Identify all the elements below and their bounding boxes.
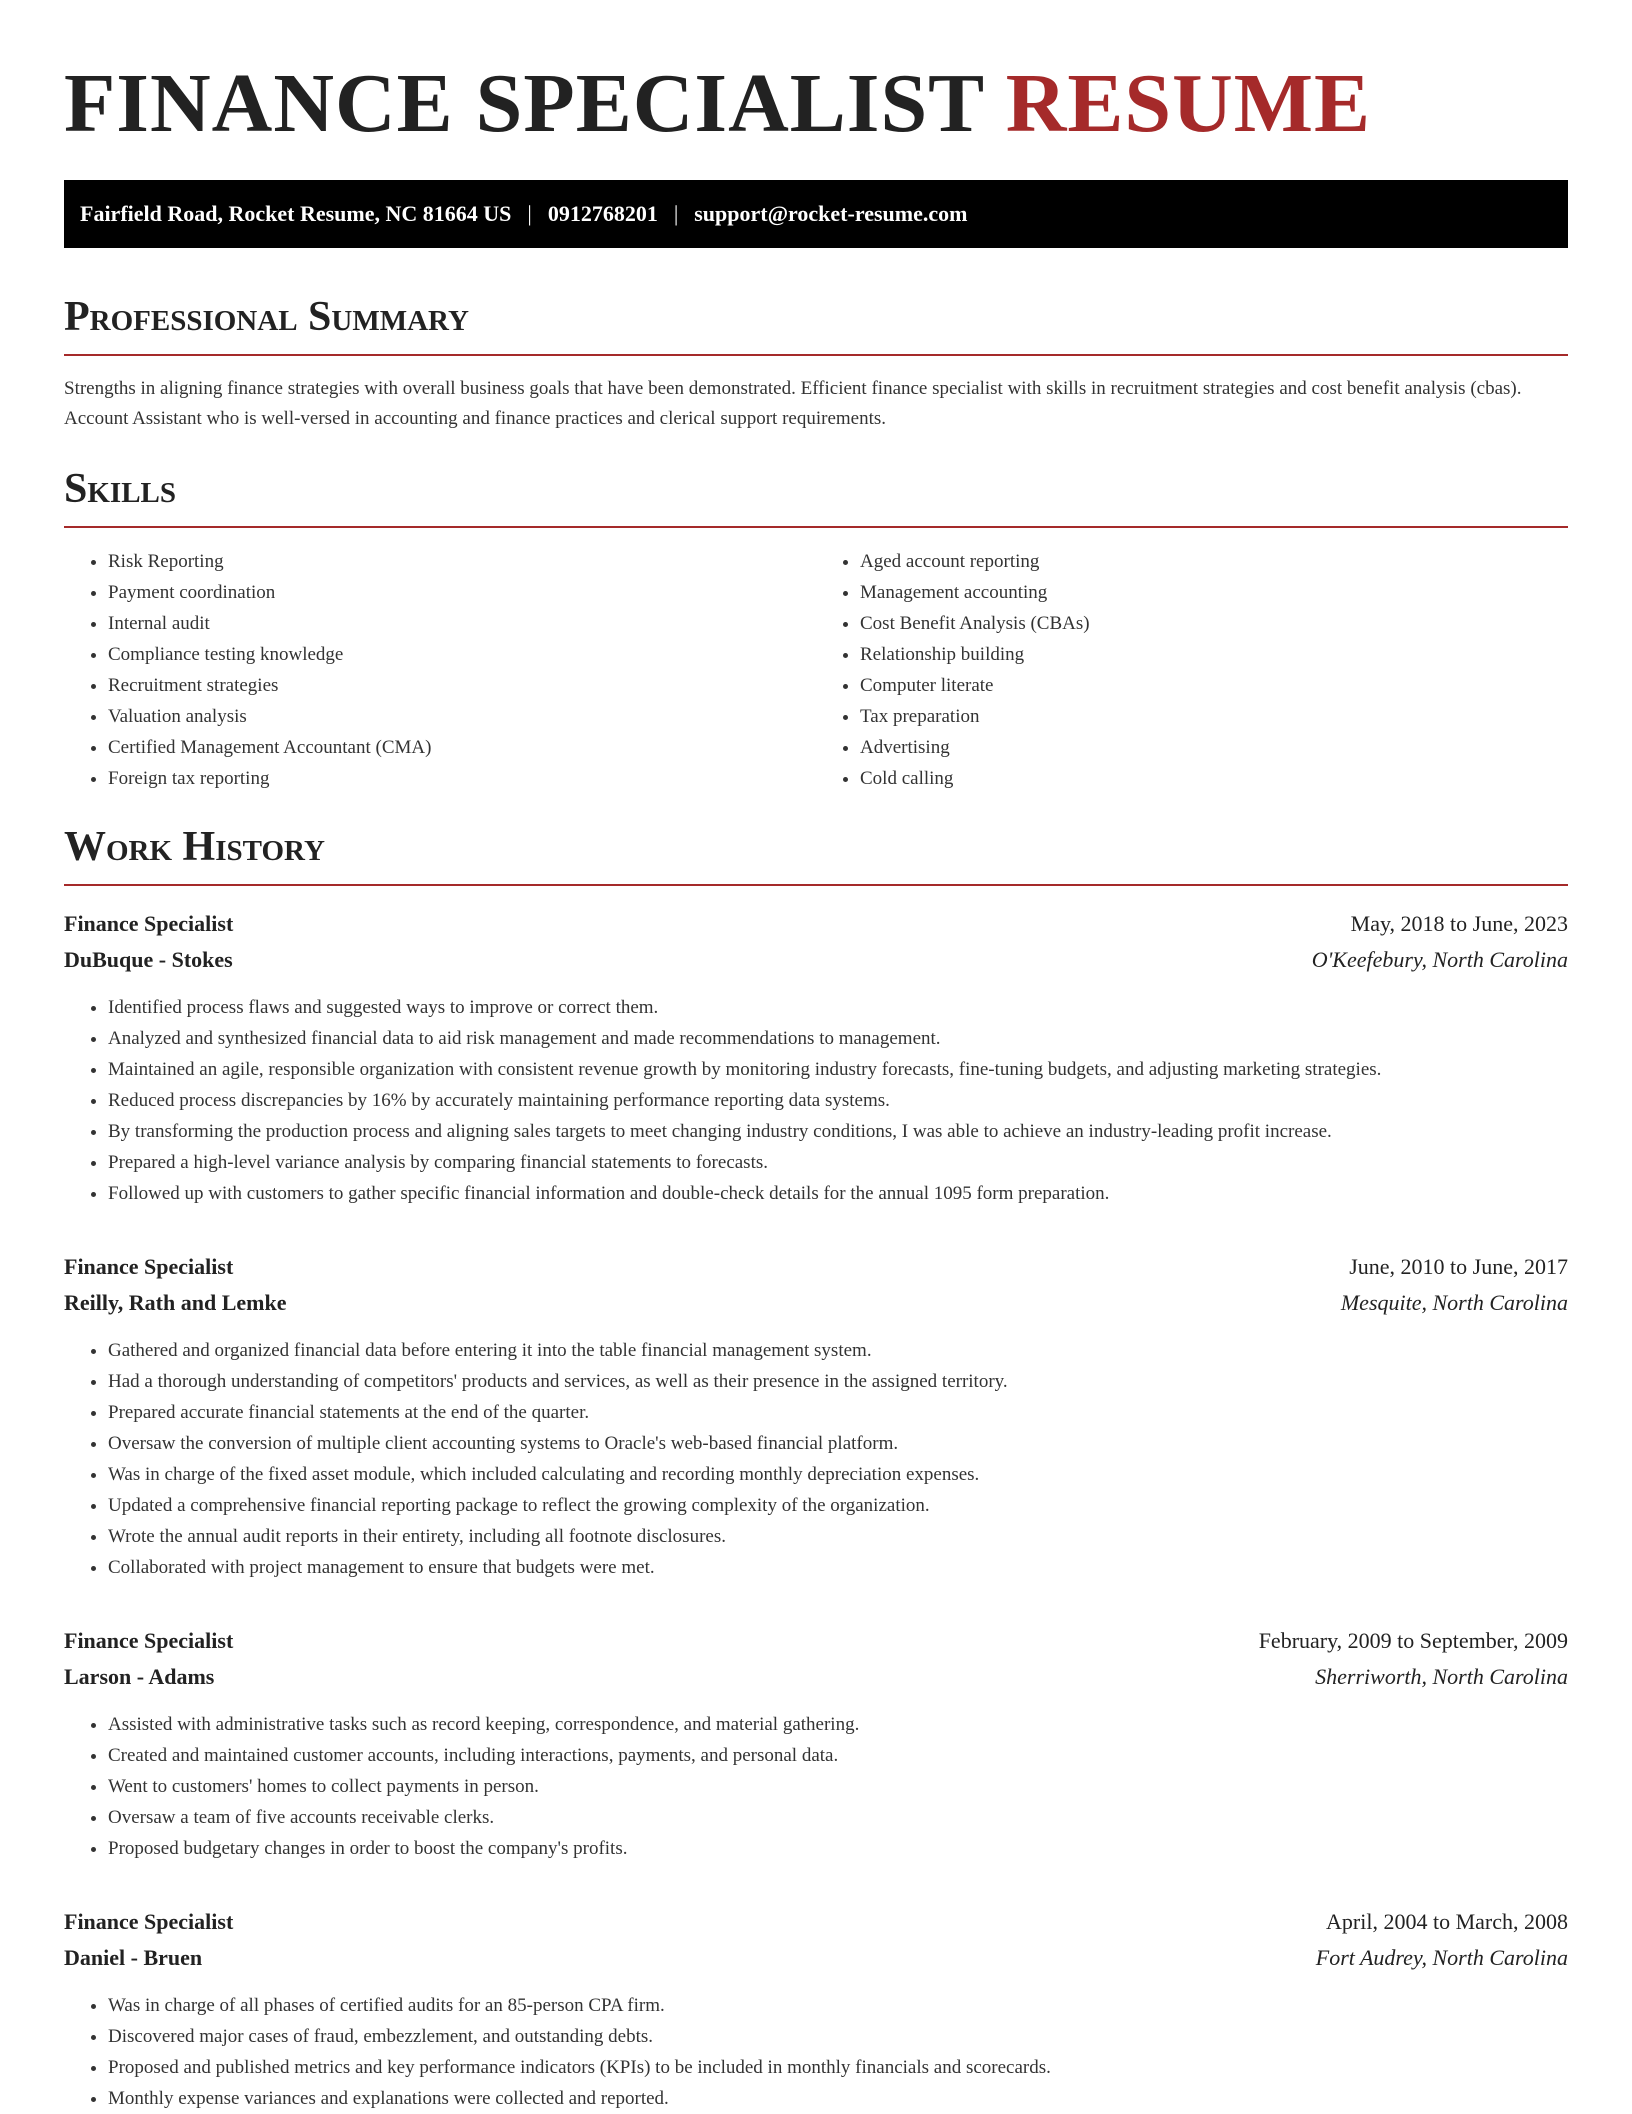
job-header-row xyxy=(64,1623,1568,1659)
job-bullet: • Prepared accurate financial statements at the end of the quarter. xyxy=(108,1397,1568,1428)
summary-section xyxy=(64,292,1568,434)
summary-text: Strengths in aligning finance strategies with overall business goals that have been demonstrated. Efficient finance specialist with skills in recruitment strategies and cost benefit analysis (cbas). Account Assistant who is well-versed in accounting and finance practices and clerical support requirements. xyxy=(64,378,1522,429)
job-bullet: • Oversaw the conversion of multiple client accounting systems to Oracle's web-based financial platform. xyxy=(108,1428,1568,1459)
job-bullet: • Followed up with customers to gather specific financial information and double-check details for the annual 1095 form preparation. xyxy=(108,1178,1568,1209)
job-header-row xyxy=(64,1904,1568,1940)
job-bullet: • Was in charge of all phases of certified audits for an 85-person CPA firm. xyxy=(108,1990,1568,2021)
job-company-row xyxy=(64,1659,1568,1695)
skill-item: • Valuation analysis xyxy=(108,701,816,732)
skills-grid xyxy=(64,546,1568,794)
job-bullets xyxy=(64,1709,1568,1864)
job-location: Mesquite, North Carolina xyxy=(1340,1290,1568,1315)
skill-item: • Management accounting xyxy=(860,577,1568,608)
job-bullet: • Updated a comprehensive financial reporting package to reflect the growing complexity of the organization. xyxy=(108,1490,1568,1521)
job-bullet: • Reduced process discrepancies by 16% by accurately maintaining performance reporting data systems. xyxy=(108,1085,1568,1116)
job-company-row xyxy=(64,942,1568,978)
job-bullet: • Identified process flaws and suggested ways to improve or correct them. xyxy=(108,992,1568,1023)
skill-item: • Cost Benefit Analysis (CBAs) xyxy=(860,608,1568,639)
title-accent: RESUME xyxy=(1005,57,1372,150)
skills-heading: Skills xyxy=(64,464,1568,528)
job-company-row xyxy=(64,1285,1568,1321)
job-title: Finance Specialist xyxy=(64,911,234,936)
job-title: Finance Specialist xyxy=(64,1909,234,1934)
job-bullet: • Prepared a high-level variance analysis by comparing financial statements to forecasts. xyxy=(108,1147,1568,1178)
skill-item: • Recruitment strategies xyxy=(108,670,816,701)
skills-section xyxy=(64,464,1568,794)
skill-item: • Tax preparation xyxy=(860,701,1568,732)
contact-phone: 0912768201 xyxy=(547,201,658,226)
skill-item: • Certified Management Accountant (CMA) xyxy=(108,732,816,763)
work-history-section xyxy=(64,822,1568,2114)
resume-title xyxy=(64,56,1568,152)
job-location: Sherriworth, North Carolina xyxy=(1315,1664,1568,1689)
job-bullet: • Discovered major cases of fraud, embezzlement, and outstanding debts. xyxy=(108,2021,1568,2052)
job-bullet: • Proposed and published metrics and key performance indicators (KPIs) to be included in monthly financials and scorecards. xyxy=(108,2052,1568,2083)
job-dates: May, 2018 to June, 2023 xyxy=(1350,911,1568,936)
job-bullet: • Created and maintained customer accounts, including interactions, payments, and personal data. xyxy=(108,1740,1568,1771)
job-bullet: • Wrote the annual audit reports in their entirety, including all footnote disclosures. xyxy=(108,1521,1568,1552)
contact-email: support@rocket-resume.com xyxy=(694,201,968,226)
job-title: Finance Specialist xyxy=(64,1254,234,1279)
job-header-row xyxy=(64,906,1568,942)
skill-item: • Aged account reporting xyxy=(860,546,1568,577)
job-dates: February, 2009 to September, 2009 xyxy=(1258,1628,1568,1653)
skills-left-column xyxy=(64,546,816,794)
job-company: DuBuque - Stokes xyxy=(64,947,233,972)
job-bullet: • Monthly expense variances and explanations were collected and reported. xyxy=(108,2083,1568,2114)
work-history-heading: Work History xyxy=(64,822,1568,886)
job-company-row xyxy=(64,1940,1568,1976)
job-company: Reilly, Rath and Lemke xyxy=(64,1290,287,1315)
job-location: Fort Audrey, North Carolina xyxy=(1315,1945,1568,1970)
title-main: FINANCE SPECIALIST xyxy=(64,57,984,150)
skill-item: • Computer literate xyxy=(860,670,1568,701)
job-bullet: • Analyzed and synthesized financial data to aid risk management and made recommendations to management. xyxy=(108,1023,1568,1054)
skill-item: • Payment coordination xyxy=(108,577,816,608)
job-bullet: • Assisted with administrative tasks such as record keeping, correspondence, and material gathering. xyxy=(108,1709,1568,1740)
job-location: O'Keefebury, North Carolina xyxy=(1311,947,1568,972)
job-company: Daniel - Bruen xyxy=(64,1945,203,1970)
contact-separator: | xyxy=(673,201,679,226)
job-entry xyxy=(64,1249,1568,1583)
job-bullet: • Maintained an agile, responsible organization with consistent revenue growth by monitoring industry forecasts, fine-tuning budgets, and adjusting marketing strategies. xyxy=(108,1054,1568,1085)
job-entry xyxy=(64,1623,1568,1864)
job-bullet: • Was in charge of the fixed asset module, which included calculating and recording monthly depreciation expenses. xyxy=(108,1459,1568,1490)
job-entry xyxy=(64,1904,1568,2114)
job-bullet: • Went to customers' homes to collect payments in person. xyxy=(108,1771,1568,1802)
job-bullets xyxy=(64,1335,1568,1583)
job-bullet: • Collaborated with project management to ensure that budgets were met. xyxy=(108,1552,1568,1583)
job-bullets xyxy=(64,992,1568,1209)
job-bullet: • By transforming the production process and aligning sales targets to meet changing industry conditions, I was able to achieve an industry-leading profit increase. xyxy=(108,1116,1568,1147)
job-dates: April, 2004 to March, 2008 xyxy=(1326,1909,1568,1934)
skills-right-column xyxy=(816,546,1568,794)
skill-item: • Compliance testing knowledge xyxy=(108,639,816,670)
skill-item: • Cold calling xyxy=(860,763,1568,794)
job-bullet: • Proposed budgetary changes in order to boost the company's profits. xyxy=(108,1833,1568,1864)
skill-item: • Relationship building xyxy=(860,639,1568,670)
job-entry xyxy=(64,906,1568,1209)
skill-item: • Advertising xyxy=(860,732,1568,763)
job-header-row xyxy=(64,1249,1568,1285)
job-bullet: • Gathered and organized financial data before entering it into the table financial management system. xyxy=(108,1335,1568,1366)
job-bullet: • Oversaw a team of five accounts receivable clerks. xyxy=(108,1802,1568,1833)
contact-separator: | xyxy=(527,201,532,226)
job-dates: June, 2010 to June, 2017 xyxy=(1349,1254,1568,1279)
contact-bar xyxy=(64,180,1568,248)
skill-item: • Foreign tax reporting xyxy=(108,763,816,794)
job-bullets xyxy=(64,1990,1568,2114)
contact-address: Fairfield Road, Rocket Resume, NC 81664 US xyxy=(80,201,512,226)
skill-item: • Internal audit xyxy=(108,608,816,639)
job-bullet: • Had a thorough understanding of competitors' products and services, as well as their presence in the assigned territory. xyxy=(108,1366,1568,1397)
job-company: Larson - Adams xyxy=(64,1664,215,1689)
skill-item: • Risk Reporting xyxy=(108,546,816,577)
summary-heading: Professional Summary xyxy=(64,292,1568,356)
job-title: Finance Specialist xyxy=(64,1628,234,1653)
